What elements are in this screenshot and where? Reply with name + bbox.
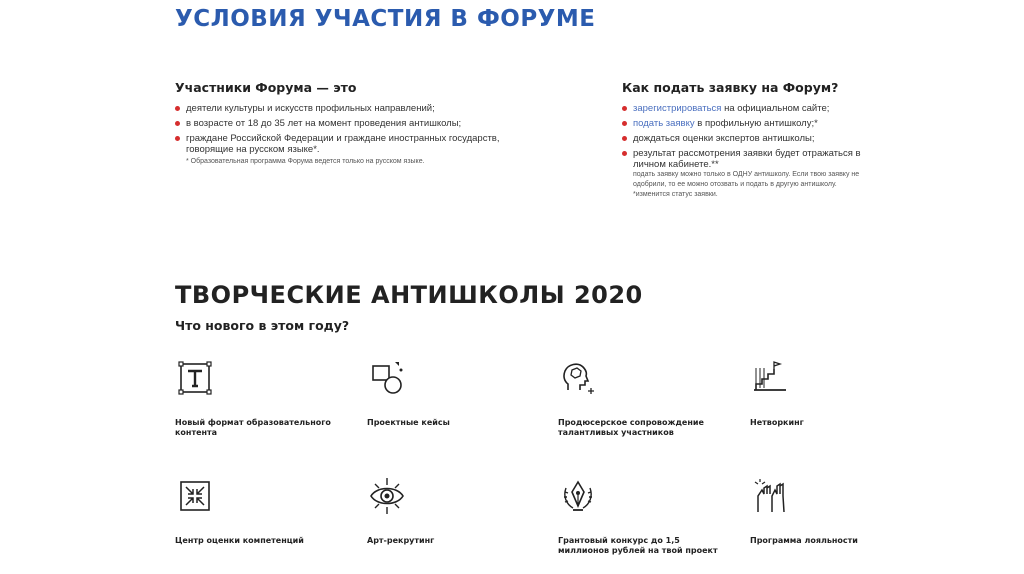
bullet-icon [622,106,627,111]
bullet-icon [175,136,180,141]
list-item: дождаться оценки экспертов антишколы; [622,133,862,144]
submit-application-link[interactable]: подать заявку [633,118,695,129]
section-subtitle: Что нового в этом году? [175,318,350,333]
bullet-icon [622,121,627,126]
list-item: результат рассмотрения заявки будет отражаться в личном кабинете.** [622,148,862,170]
feature-item [558,476,728,556]
section-title: ТВОРЧЕСКИЕ АНТИШКОЛЫ 2020 [175,281,643,309]
list-item: граждане Российской Федерации и граждане иностранных государств, говорящие на русском языке*. [175,133,535,155]
pen-laurel-icon [558,476,598,516]
participants-list [175,103,535,155]
page-title: УСЛОВИЯ УЧАСТИЯ В ФОРУМЕ [175,6,596,32]
text-frame-icon [175,358,215,398]
participants-block [175,80,535,166]
bullet-icon [622,151,627,156]
feature-label: Нетворкинг [750,418,804,427]
eye-target-icon [367,476,407,516]
apply-note: подать заявку можно только в ОДНУ антишколу. Если твою заявку не одобрили, то ее можно отозвать и подать в другую антишколу. [633,171,860,188]
apply-heading: Как подать заявку на Форум? [622,80,839,95]
apply-block [622,80,862,200]
bullet-icon [622,136,627,141]
feature-label: Новый формат образовательного контента [175,418,331,437]
apply-list [622,103,862,170]
list-item: в возрасте от 18 до 35 лет на момент проведения антишколы; [175,118,535,129]
list-item: деятели культуры и искусств профильных направлений; [175,103,535,114]
shapes-icon [367,358,407,398]
feature-label: Арт-рекрутинг [367,536,435,545]
feature-item [367,358,537,428]
arrows-in-icon [175,476,215,516]
register-link[interactable]: зарегистрироваться [633,103,722,114]
feature-item [750,358,920,428]
feature-label: Продюсерское сопровождение талантливых участников [558,418,704,437]
hands-up-icon [750,476,790,516]
feature-item [175,476,345,546]
feature-item [558,358,728,438]
list-item: подать заявку в профильную антишколу;* [622,118,862,129]
feature-label: Программа лояльности [750,536,858,545]
feature-label: Центр оценки компетенций [175,536,304,545]
feature-label: Грантовый конкурс до 1,5 миллионов рублей на твой проект [558,536,718,555]
bullet-icon [175,121,180,126]
head-idea-icon [558,358,598,398]
bullet-icon [175,106,180,111]
apply-status-note: *изменится статус заявки. [633,191,718,198]
stairs-flag-icon [750,358,790,398]
list-item: зарегистрироваться на официальном сайте; [622,103,862,114]
participants-footnote: * Образовательная программа Форума ведется только на русском языке. [186,158,425,165]
feature-item [750,476,920,546]
participants-heading: Участники Форума — это [175,80,357,95]
feature-label: Проектные кейсы [367,418,450,427]
feature-item [175,358,345,438]
feature-item [367,476,537,546]
